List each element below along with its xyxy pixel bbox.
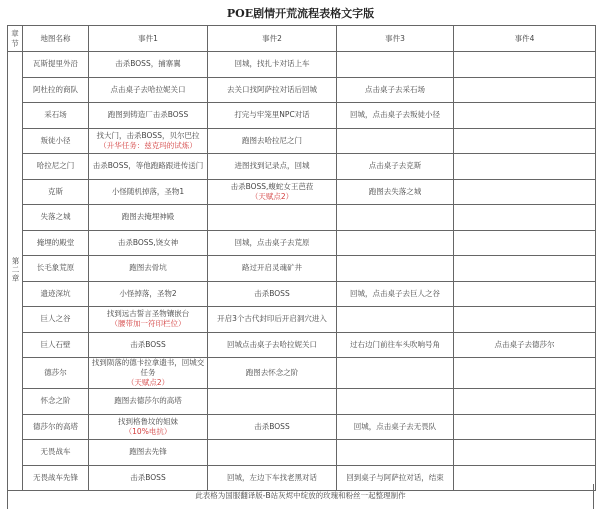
map-name-cell: 无畏战车: [23, 440, 89, 466]
event2-text: 跑图去怀念之阶: [245, 368, 299, 377]
event4-cell: [454, 230, 596, 256]
header-event1: 事件1: [89, 26, 208, 52]
table-row: [8, 179, 596, 205]
event3-cell: [337, 256, 454, 282]
event4-cell: [454, 256, 596, 282]
event3-cell: 跑图去失落之城: [337, 179, 454, 205]
event2-text: 路过开启灵魂矿井: [242, 263, 302, 273]
event3-cell: 回城，点击桌子去叛徒小径: [337, 103, 454, 129]
event3-cell: [337, 128, 454, 154]
event3-cell: [337, 307, 454, 333]
map-name-cell: 掩埋的殿堂: [23, 230, 89, 256]
map-name-cell: 克斯: [23, 179, 89, 205]
event4-cell: [454, 440, 596, 466]
walkthrough-table: [7, 25, 596, 491]
event2-cell: [208, 52, 337, 78]
map-name-cell: 哈拉尼之门: [23, 154, 89, 180]
event1-cell: [89, 307, 208, 333]
event2-cell: [208, 128, 337, 154]
event1-cell: [89, 230, 208, 256]
event4-cell: [454, 358, 596, 389]
event1-text: 找到格鲁坟的姐妹: [118, 416, 178, 426]
table-row: [8, 77, 596, 103]
event3-cell: 回到桌子与阿萨拉对话，结束: [337, 465, 454, 491]
event1-cell: [89, 103, 208, 129]
chapter-label: 第二章: [11, 256, 20, 283]
table-row: [8, 230, 596, 256]
event1-cell: [89, 358, 208, 389]
table-row: [8, 128, 596, 154]
table-row: [8, 307, 596, 333]
event1-cell: [89, 281, 208, 307]
event2-cell: [208, 205, 337, 231]
event1-note: （升华任务：兹克玛的试炼）: [99, 140, 197, 150]
map-name-cell: 怀念之阶: [23, 389, 89, 415]
event1-cell: [89, 128, 208, 154]
table-row: [8, 154, 596, 180]
event1-text: 跑图去先锋: [129, 447, 167, 457]
event2-text: 跑图去哈拉尼之门: [242, 135, 302, 145]
event1-note: （天赋点2）: [126, 378, 170, 387]
event3-cell: 回城，点击桌子去巨人之谷: [337, 281, 454, 307]
event3-cell: [337, 230, 454, 256]
event3-cell: [337, 389, 454, 415]
event4-cell: 点击桌子去德莎尔: [454, 332, 596, 358]
event4-cell: [454, 77, 596, 103]
event4-cell: [454, 179, 596, 205]
map-name-cell: 失落之城: [23, 205, 89, 231]
event4-cell: [454, 205, 596, 231]
event1-text: 跑图到铸造厂击杀BOSS: [107, 110, 189, 120]
event1-cell: [89, 414, 208, 440]
event2-text: 回城点击桌子去哈拉妮关口: [227, 339, 317, 349]
event1-cell: [89, 256, 208, 282]
event1-cell: [89, 332, 208, 358]
map-name-cell: 遗迹深坑: [23, 281, 89, 307]
event1-text: 跑图去掩埋神殿: [121, 212, 175, 222]
event2-text: 进图找到记录点，回城: [234, 161, 310, 171]
map-name-cell: 巨人石壁: [23, 332, 89, 358]
event4-cell: [454, 154, 596, 180]
event1-text: 找到陨落的德卡拉拿遗书，回城交任务: [91, 358, 205, 377]
event1-cell: [89, 389, 208, 415]
event3-cell: [337, 52, 454, 78]
map-name-cell: 长毛象荒原: [23, 256, 89, 282]
map-name-cell: 阿杜拉的商队: [23, 77, 89, 103]
event2-text: 回城，左边下车找老黑对话: [227, 472, 317, 482]
map-name-cell: 巨人之谷: [23, 307, 89, 333]
header-map: 地图名称: [23, 26, 89, 52]
event4-cell: [454, 281, 596, 307]
event1-text: 击杀BOSS，捕寨翼: [115, 59, 181, 69]
event1-note: （10%电抗）: [124, 426, 172, 436]
event1-text: 跑图去骨坑: [129, 263, 167, 273]
table-row: [8, 281, 596, 307]
map-name-cell: 叛徒小径: [23, 128, 89, 154]
event1-cell: [89, 77, 208, 103]
footer-credit: 此表格为国服翻译版-B站灰烬中绽放的玫瑰和粉丝一起整理制作: [7, 484, 594, 509]
event1-cell: [89, 440, 208, 466]
event3-cell: [337, 205, 454, 231]
event3-cell: [337, 358, 454, 389]
event2-cell: [208, 358, 337, 389]
event2-cell: [208, 307, 337, 333]
table-row: [8, 414, 596, 440]
event1-text: 跑图去德莎尔的高塔: [114, 396, 182, 406]
header-row: [8, 26, 596, 52]
table-row: [8, 332, 596, 358]
event2-cell: [208, 256, 337, 282]
event4-cell: [454, 414, 596, 440]
event2-cell: [208, 154, 337, 180]
document-title: POE剧情开荒流程表格文字版: [226, 7, 375, 20]
event2-note: （天赋点2）: [250, 191, 294, 201]
event1-text: 点击桌子去哈拉妮关口: [110, 84, 186, 94]
event4-cell: [454, 128, 596, 154]
table-row: [8, 440, 596, 466]
event1-cell: [89, 154, 208, 180]
event2-cell: [208, 77, 337, 103]
table-row: [8, 389, 596, 415]
map-name-cell: 无畏战车先锋: [23, 465, 89, 491]
map-name-cell: 德莎尔的高塔: [23, 414, 89, 440]
header-event3: 事件3: [337, 26, 454, 52]
event2-cell: [208, 440, 337, 466]
event3-cell: 点击桌子去采石场: [337, 77, 454, 103]
event2-text: 回城，找扎卡对话上车: [234, 59, 310, 69]
event1-note: （腰带加一符印栏位）: [110, 319, 186, 329]
event3-cell: 回城，点击桌子去无畏队: [337, 414, 454, 440]
table-row: [8, 103, 596, 129]
event2-cell: [208, 103, 337, 129]
header-event4: 事件4: [454, 26, 596, 52]
event2-cell: [208, 414, 337, 440]
event1-text: 击杀BOSS: [130, 339, 166, 349]
table-row: [8, 358, 596, 389]
event3-cell: 点击桌子去克斯: [337, 154, 454, 180]
event2-text: 击杀BOSS,蝮蛇女王芭菈: [230, 181, 314, 191]
event2-text: 击杀BOSS: [254, 421, 290, 431]
event1-cell: [89, 205, 208, 231]
event1-text: 击杀BOSS，等他跑路跟进传送门: [92, 161, 204, 171]
event3-cell: 过右边门前往车头吹响号角: [337, 332, 454, 358]
event2-text: 击杀BOSS: [254, 288, 290, 298]
event4-cell: [454, 307, 596, 333]
event1-text: 找到远古誓言圣物镶嵌台: [106, 309, 190, 319]
header-chapter: 章节: [8, 26, 23, 52]
event2-cell: [208, 179, 337, 205]
event4-cell: [454, 52, 596, 78]
map-name-cell: 瓦斯提里外沿: [23, 52, 89, 78]
event2-text: 打完与牢笼里NPC对话: [234, 110, 310, 120]
event1-text: 找大门，击杀BOSS，贝尔巴拉: [96, 130, 200, 140]
event2-cell: [208, 389, 337, 415]
event2-cell: [208, 281, 337, 307]
event1-text: 击杀BOSS: [130, 472, 166, 482]
event1-text: 小怪掉落，圣物2: [119, 288, 177, 298]
map-name-cell: 采石场: [23, 103, 89, 129]
event2-text: 开启3个古代封印后开启洞穴进入: [217, 314, 327, 324]
event2-cell: [208, 332, 337, 358]
event4-cell: [454, 389, 596, 415]
chapter-cell: [8, 52, 23, 491]
event3-cell: [337, 440, 454, 466]
event2-cell: [208, 230, 337, 256]
event2-text: 去关口找阿萨拉对话后回城: [227, 84, 317, 94]
event1-cell: [89, 52, 208, 78]
event1-text: 小怪随机掉落，圣物1: [111, 186, 185, 196]
table-row: [8, 256, 596, 282]
event1-cell: [89, 179, 208, 205]
table-row: [8, 205, 596, 231]
header-event2: 事件2: [208, 26, 337, 52]
event4-cell: [454, 103, 596, 129]
map-name-cell: 德莎尔: [23, 358, 89, 389]
table-row: [8, 52, 596, 78]
event2-text: 回城，点击桌子去荒原: [234, 237, 310, 247]
event1-text: 击杀BOSS,饶女神: [117, 237, 179, 247]
